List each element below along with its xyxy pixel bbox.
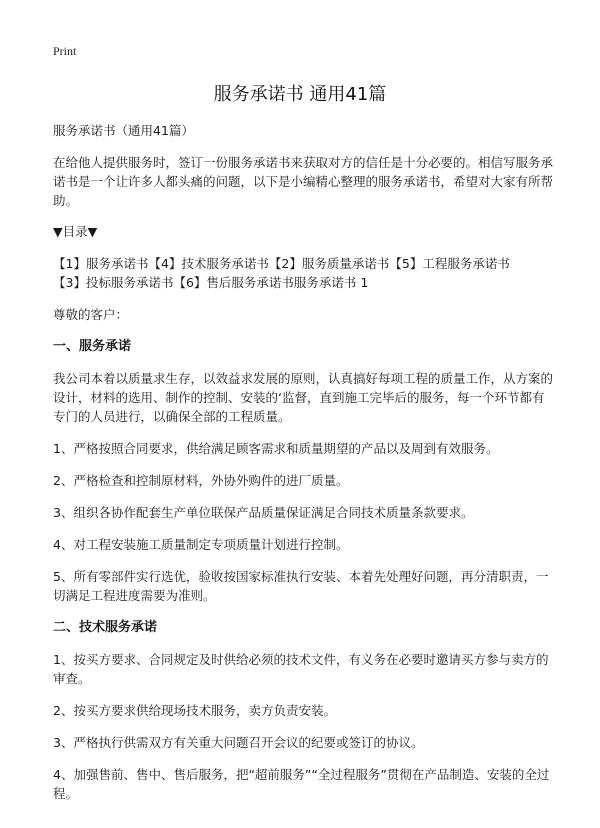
section1-item: 3、组织各协作配套生产单位联保产品质量保证满足合同技术质量条款要求。 bbox=[53, 505, 474, 520]
intro-paragraph: 在给他人提供服务时，签订一份服务承诺书来获取对方的信任是十分必要的。相信写服务承诺书是一个让许多人都头痛的问题，以下是小编精心整理的服务承诺书，希望对大家有所帮助。 bbox=[53, 155, 554, 208]
section-heading-technical: 二、技术服务承诺 bbox=[53, 620, 158, 635]
section2-item: 3、严格执行供需双方有关重大问题召开会议的纪要或签订的协议。 bbox=[53, 735, 424, 750]
toc-line-1[interactable]: 【1】服务承诺书【4】技术服务承诺书【2】服务质量承诺书【5】工程服务承诺书 bbox=[53, 256, 510, 271]
section-heading-service: 一、服务承诺 bbox=[53, 339, 132, 354]
section1-item: 4、对工程安装施工质量制定专项质量计划进行控制。 bbox=[53, 537, 349, 552]
doc-subtitle: 服务承诺书（通用41篇） bbox=[53, 123, 194, 138]
section1-intro: 我公司本着以质量求生存，以效益求发展的原则，认真搞好每项工程的质量工作，从方案的设计，材料的选用、制作的控制、安装的‘监督，直到施工完毕后的服务，每一个环节都有专门的人员进行，以确保全部的工程质量。 bbox=[53, 371, 554, 424]
document-body bbox=[53, 121, 553, 816]
page-title: 服务承诺书 通用41篇 bbox=[213, 84, 387, 105]
print-link[interactable]: Print bbox=[53, 44, 77, 58]
section2-item: 1、按买方要求、合同规定及时供给必须的技术文件，有义务在必要时邀请买方参与卖方的审查。 bbox=[53, 652, 549, 686]
section2-item: 4、加强售前、售中、售后服务，把“超前服务”“全过程服务”贯彻在产品制造、安装的全过程。 bbox=[53, 767, 550, 801]
toc-label: ▼目录▼ bbox=[53, 224, 98, 239]
toc-links[interactable] bbox=[53, 254, 553, 292]
greeting: 尊敬的客户： bbox=[53, 307, 129, 322]
section1-item: 5、所有零部件实行选优，验收按国家标准执行安装、本着先处理好问题，再分清职责，一切满足工程进度需要为准则。 bbox=[53, 569, 549, 603]
section2-item: 2、按买方要求供给现场技术服务，卖方负责安装。 bbox=[53, 703, 336, 718]
section1-item: 1、严格按照合同要求，供给满足顾客需求和质量期望的产品以及周到有效服务。 bbox=[53, 441, 499, 456]
toc-line-2[interactable]: 【3】投标服务承诺书【6】售后服务承诺书服务承诺书 1 bbox=[53, 275, 369, 290]
section1-item: 2、严格检查和控制原材料，外协外购件的进厂质量。 bbox=[53, 473, 349, 488]
